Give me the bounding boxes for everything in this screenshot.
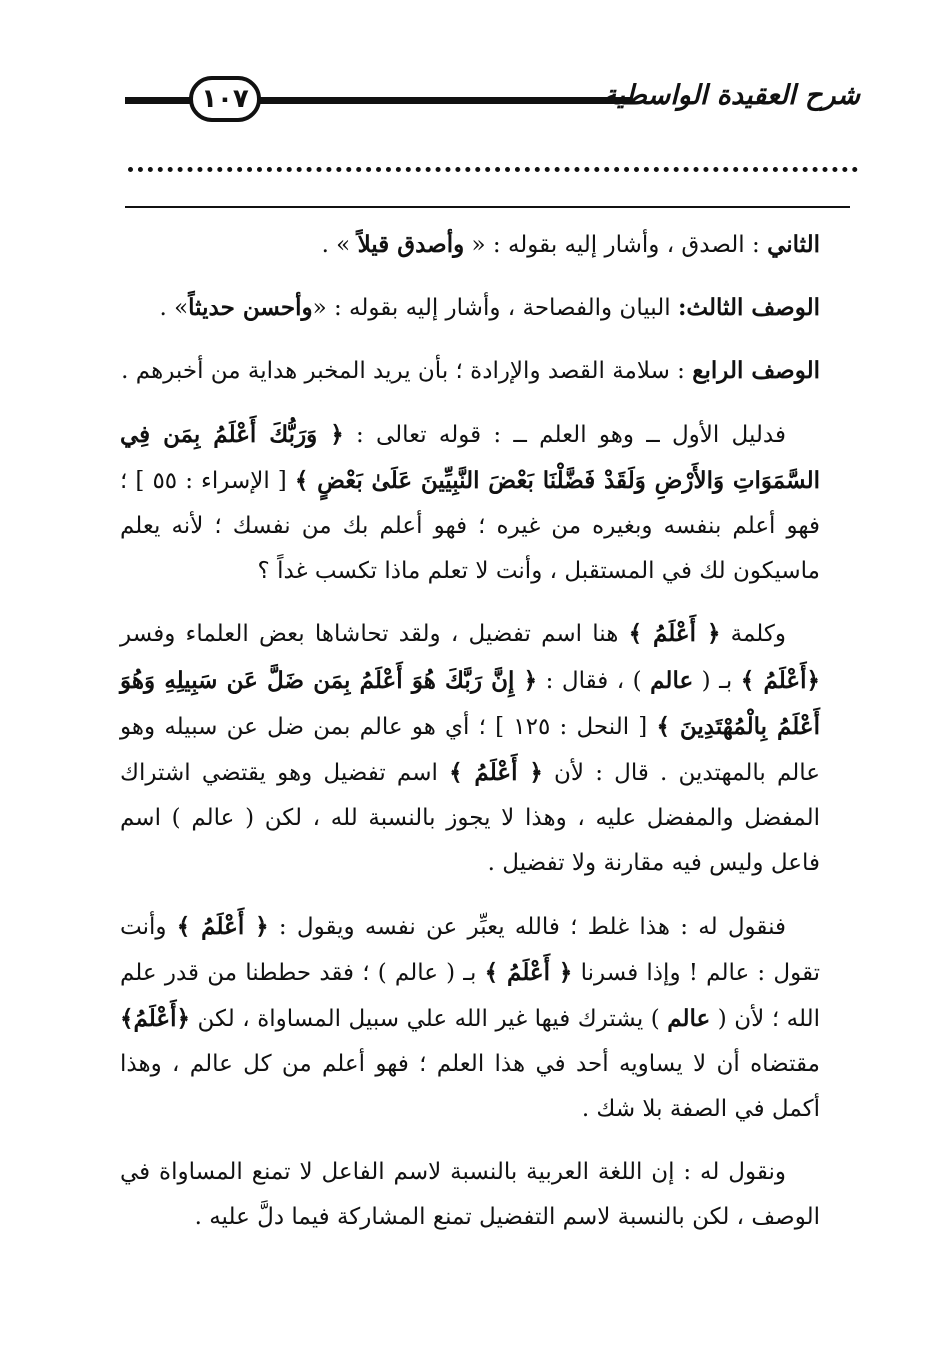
text-segment: فنقول له : هذا غلط ؛ فالله يعبِّر عن نفسه ويقول : [268, 913, 786, 940]
quoted-phrase: وأصدق قيلاً [357, 231, 465, 258]
body-text [120, 222, 820, 1257]
page-header [125, 72, 860, 128]
header-rule-left [125, 97, 191, 104]
paragraph-lead: الوصف الرابع [692, 357, 820, 385]
paragraph-first-evidence [120, 412, 820, 595]
quran-word: ﴿ أَعْلَمُ ﴾ [449, 759, 543, 787]
quran-word: ﴿ أَعْلَمُ ﴾ [628, 620, 721, 648]
paragraph-tail: » . [321, 232, 358, 258]
quran-word: ﴿أَعْلَمُ﴾ [120, 1005, 190, 1033]
solid-divider [125, 206, 850, 208]
text-segment: بـ ( [693, 667, 741, 694]
quran-verse: ﴿ إِنَّ رَبَّكَ هُوَ أَعْلَمُ بِمَن ضَلَّ عَن سَبِيلِهِ وَهُوَ أَعْلَمُ بِالْمُهْتَدِينَ ﴾ [120, 666, 821, 740]
running-title: شرح العقيدة الواسطية [602, 80, 860, 111]
text-segment: مقتضاه أن لا يساويه أحد في هذا العلم ؛ فهو أعلم من كل عالم ، وهذا أكمل في الصفة بلا شك . [120, 1051, 820, 1123]
quran-verse: ﴿ وَرَبُّكَ أَعْلَمُ بِمَن فِي السَّمَوَاتِ وَالأَرْضِ وَلَقَدْ فَضَّلْنَا بَعْضَ النَّبِيِّينَ عَلَىٰ بَعْضٍ ﴾ [120, 420, 821, 494]
quran-word: ﴿ أَعْلَمُ ﴾ [484, 958, 573, 986]
emphasized-word: عالم [667, 1005, 711, 1033]
paragraph-word-alam [120, 611, 820, 886]
paragraph-intro: فدليل الأول ــ وهو العلم ــ : قوله تعالى : [343, 421, 786, 448]
text-segment: ) ، فقال : [537, 667, 651, 694]
paragraph-tail: » . [159, 295, 189, 322]
paragraph-text: البيان والفصاحة ، وأشار إليه بقوله : « [312, 295, 678, 322]
quran-word: ﴿أَعْلَمُ ﴾ [740, 666, 820, 694]
paragraph-lead: الثاني [767, 231, 820, 258]
paragraph-second-description [120, 222, 820, 268]
dotted-divider [128, 167, 858, 172]
paragraph-text: : الصدق ، وأشار إليه بقوله : « [464, 232, 768, 258]
paragraph-fourth-description [120, 348, 820, 394]
quran-word: ﴿ أَعْلَمُ ﴾ [176, 912, 269, 940]
paragraph-text: ونقول له : إن اللغة العربية بالنسبة لاسم الفاعل لا تمنع المساواة في الوصف ، لكن بالنسبة لاسم التفضيل تمنع المشاركة فيما دلَّ عليه . [120, 1158, 820, 1230]
text-segment: [ النحل : ١٢٥ ] ؛ أي هو عالم بمن ضل عن سبيله وهو عالم بالمهتدين . قال : لأن [120, 713, 820, 787]
emphasized-word: عالم [650, 666, 694, 694]
paragraph-third-description [120, 285, 820, 331]
text-segment: وكلمة [720, 621, 786, 648]
header-rule-right [260, 97, 632, 104]
paragraph-text: [ الإسراء : ٥٥ ] ؛ فهو أعلم بنفسه وبغيره من غيره ؛ فهو أعلم بك من نفسك ؛ لأنه يعلم ماسيكون لك في المستقبل ، وأنت لا تعلم ماذا تكسب غداً ؟ [120, 467, 820, 585]
text-segment: بـ ( عالم ) ؛ فقد حططنا من قدر علم الله ؛ لأن ( [120, 959, 820, 1033]
paragraph-lead: الوصف الثالث: [677, 294, 820, 322]
text-segment: وأنت تقول : عالم ! وإذا فسرنا [120, 913, 820, 986]
text-segment: اسم تفضيل وهو يقتضي اشتراك المفضل والمفضل عليه ، وهذا لا يجوز بالنسبة لله ، لكن ( عالم ) اسم فاعل وليس فيه مقارنة ولا تفضيل . [120, 760, 820, 877]
text-segment: ) يشترك فيها غير الله علي سبيل المساواة ، لكن [190, 1006, 668, 1033]
quoted-phrase: وأحسن حديثاً [188, 294, 313, 322]
paragraph-grammar-note [120, 1150, 820, 1240]
page-number: ١٠٧ [189, 76, 261, 122]
paragraph-text: : سلامة القصد والإرادة ؛ بأن يريد المخبر هداية من أخبرهم . [121, 358, 693, 385]
paragraph-rebuttal [120, 904, 820, 1133]
text-segment: هنا اسم تفضيل ، ولقد تحاشاها بعض العلماء وفسر [120, 621, 629, 648]
